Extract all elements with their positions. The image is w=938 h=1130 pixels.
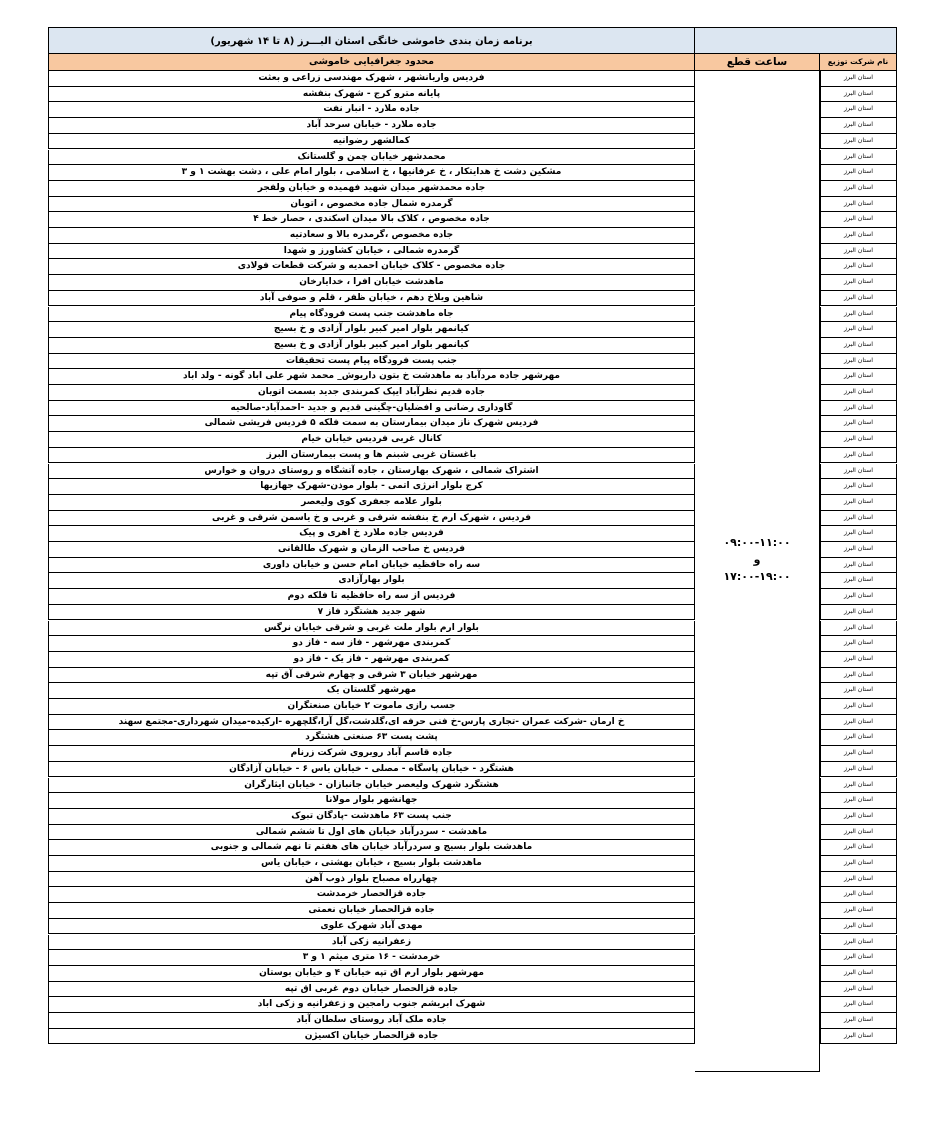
company-cell: استان البرز	[820, 636, 897, 652]
company-cell: استان البرز	[820, 354, 897, 370]
area-cell: مهدی آباد شهرک علوی	[48, 919, 695, 935]
area-cell: ماهدشت خیابان افرا ، خدایارخان	[48, 275, 695, 291]
area-cell: فردیس خ صاحب الزمان و شهرک طالقانی	[48, 542, 695, 558]
area-cell: جاده قزالحصار خیابان اکسیژن	[48, 1029, 695, 1045]
area-cell: گرمدره شمال جاده مخصوص ، اتوبان	[48, 197, 695, 213]
company-cell: استان البرز	[820, 1013, 897, 1029]
area-cell: کمربندی مهرشهر - فاز سه - فاز دو	[48, 636, 695, 652]
company-cell: استان البرز	[820, 605, 897, 621]
company-cell: استان البرز	[820, 793, 897, 809]
company-cell: استان البرز	[820, 322, 897, 338]
company-cell: استان البرز	[820, 809, 897, 825]
area-cell: کانال غربی فردیس خیابان خیام	[48, 432, 695, 448]
area-cell: چهارراه مصباح بلوار ذوب آهن	[48, 872, 695, 888]
area-cell: مهرشهر گلستان یک	[48, 683, 695, 699]
company-cell: استان البرز	[820, 71, 897, 87]
company-cell: استان البرز	[820, 150, 897, 166]
header-company: نام شرکت توزیع	[820, 54, 897, 71]
area-cell: کیانمهر بلوار امیر کبیر بلوار آزادی و خ بسیج	[48, 322, 695, 338]
company-cell: استان البرز	[820, 212, 897, 228]
company-cell: استان البرز	[820, 825, 897, 841]
area-cell: ماهدشت - سردرآباد خیابان های اول تا ششم شمالی	[48, 825, 695, 841]
company-cell: استان البرز	[820, 573, 897, 589]
area-cell: گاوداری رضانی و افضلیان-چگینی قدیم و جدید -احمدآباد-صالحیه	[48, 401, 695, 417]
area-cell: جاده مخصوص - کلاک خیابان احمدیه و شرکت قطعات فولادی	[48, 259, 695, 275]
company-cell: استان البرز	[820, 479, 897, 495]
area-cell: بلوار ارم بلوار ملت غربی و شرقی خیابان نرگس	[48, 621, 695, 637]
area-cell: مهرشهر خیابان ۳ شرقی و چهارم شرقی آق تپه	[48, 668, 695, 684]
company-cell: استان البرز	[820, 589, 897, 605]
title-blank-cell	[695, 27, 897, 54]
company-cell: استان البرز	[820, 699, 897, 715]
company-cell: استان البرز	[820, 87, 897, 103]
area-cell: فردیس ، شهرک ارم خ بنفشه شرقی و غربی و خ یاسمن شرقی و غربی	[48, 511, 695, 527]
area-cell: جاده ملارد - انبار نفت	[48, 102, 695, 118]
area-cell: سه راه حافظیه خیابان امام حسن و خیابان داوری	[48, 558, 695, 574]
area-cell: جاده قاسم آباد روبروی شرکت زرنام	[48, 746, 695, 762]
area-cell: کرج بلوار انرژی اتمی - بلوار موذن-شهرک جهازیها	[48, 479, 695, 495]
area-cell: جاده ملارد - خیابان سرحد آباد	[48, 118, 695, 134]
area-cell: جاده محمدشهر میدان شهید فهمیده و خیابان ولفجر	[48, 181, 695, 197]
company-cell: استان البرز	[820, 511, 897, 527]
company-cell: استان البرز	[820, 401, 897, 417]
company-cell: استان البرز	[820, 134, 897, 150]
company-cell: استان البرز	[820, 668, 897, 684]
company-cell: استان البرز	[820, 935, 897, 951]
company-cell: استان البرز	[820, 621, 897, 637]
area-cell: شاهین ویلاخ دهم ، خیابان ظفر ، قلم و صوفی آباد	[48, 291, 695, 307]
area-cell: شهر جدید هشتگرد فاز ۷	[48, 605, 695, 621]
table-title: برنامه زمان بندی خاموشی خانگی استان البـــرز (۸ تا ۱۴ شهریور)	[48, 27, 695, 54]
company-cell: استان البرز	[820, 652, 897, 668]
header-area: محدود جغرافیایی خاموشی	[48, 54, 695, 71]
company-cell: استان البرز	[820, 432, 897, 448]
area-cell: جاده قدیم نظرآباد ایپک کمربندی جدید بسمت اتوبان	[48, 385, 695, 401]
company-cell: استان البرز	[820, 778, 897, 794]
area-cell: کمالشهر رضوانیه	[48, 134, 695, 150]
area-cell: هشتگرد شهرک ولیعصر خیابان جانبازان - خیابان ایثارگران	[48, 778, 695, 794]
area-cell: فردیس شهرک ناز میدان بیمارستان به سمت فلکه ۵ فردیس فریشی شمالی	[48, 416, 695, 432]
time-slot-cell	[695, 71, 820, 1072]
area-cell: جاده قزالحصار خیابان دوم غربی اق تپه	[48, 982, 695, 998]
area-cell: محمدشهر خیابان چمن و گلستانک	[48, 150, 695, 166]
area-cell: جاده مخصوص ، کلاک بالا میدان اسکندی ، حصار خط ۴	[48, 212, 695, 228]
area-cell: بلوار بهارآزادی	[48, 573, 695, 589]
company-cell: استان البرز	[820, 118, 897, 134]
company-cell: استان البرز	[820, 416, 897, 432]
area-cell: جنب پست فرودگاه پیام پست تحقیقات	[48, 354, 695, 370]
area-cell: فردیس از سه راه حافظیه تا فلکه دوم	[48, 589, 695, 605]
area-cell: گرمدره شمالی ، خیابان کشاورز و شهدا	[48, 244, 695, 260]
company-cell: استان البرز	[820, 338, 897, 354]
header-time: ساعت قطع	[695, 54, 820, 71]
company-cell: استان البرز	[820, 495, 897, 511]
area-cell: باغستان غربی شبنم ها و پست بیمارستان البرز	[48, 448, 695, 464]
area-cell: فردیس جاده ملارد خ اهری و پیک	[48, 526, 695, 542]
area-cell: مشکین دشت خ هدایتکار ، خ عرفانیها ، خ اسلامی ، بلوار امام علی ، دشت بهشت ۱ و ۳	[48, 165, 695, 181]
company-cell: استان البرز	[820, 840, 897, 856]
company-cell: استان البرز	[820, 950, 897, 966]
company-cell: استان البرز	[820, 982, 897, 998]
area-cell: جاده قزالحصار خرمدشت	[48, 887, 695, 903]
company-cell: استان البرز	[820, 887, 897, 903]
area-cell: جنب پست ۶۳ ماهدشت -پادگان تبوک	[48, 809, 695, 825]
company-cell: استان البرز	[820, 872, 897, 888]
time-slot-line2: و	[753, 553, 761, 566]
company-cell: استان البرز	[820, 762, 897, 778]
area-cell: پشت پست ۶۳ صنعتی هشتگرد	[48, 730, 695, 746]
area-cell: هشتگرد - خیابان پاسگاه - مصلی - خیابان یاس ۶ - خیابان آزادگان	[48, 762, 695, 778]
area-cell: مهرشهر بلوار ارم اق تپه خیابان ۴ و خیابان بوستان	[48, 966, 695, 982]
company-cell: استان البرز	[820, 715, 897, 731]
area-cell: خرمدشت - ۱۶ متری میثم ۱ و ۳	[48, 950, 695, 966]
company-cell: استان البرز	[820, 181, 897, 197]
area-cell: جاده قزالحصار خیابان نعمتی	[48, 903, 695, 919]
time-slot-text	[695, 534, 819, 585]
company-cell: استان البرز	[820, 542, 897, 558]
company-cell: استان البرز	[820, 448, 897, 464]
time-slot-line1: ۰۹:۰۰-۱۱:۰۰	[723, 536, 791, 549]
area-cell: پایانه مترو کرج - شهرک بنفشه	[48, 87, 695, 103]
company-cell: استان البرز	[820, 683, 897, 699]
company-cell: استان البرز	[820, 526, 897, 542]
area-cell: جاه ماهدشت جنب پست فرودگاه پیام	[48, 307, 695, 323]
area-cell: جاده مخصوص ،گرمدره بالا و سعادتیه	[48, 228, 695, 244]
time-slot-line3: ۱۷:۰۰-۱۹:۰۰	[723, 570, 791, 583]
area-cell: بلوار علامه جعفری کوی ولیعصر	[48, 495, 695, 511]
company-cell: استان البرز	[820, 746, 897, 762]
company-cell: استان البرز	[820, 1029, 897, 1045]
company-cell: استان البرز	[820, 228, 897, 244]
company-cell: استان البرز	[820, 903, 897, 919]
company-cell: استان البرز	[820, 385, 897, 401]
company-cell: استان البرز	[820, 102, 897, 118]
company-cell: استان البرز	[820, 291, 897, 307]
company-cell: استان البرز	[820, 997, 897, 1013]
area-cell: جسب رازی ماموت ۲ خیابان صنعتگران	[48, 699, 695, 715]
area-cell: خ ارمان -شرکت عمران -تجاری پارس-خ فنی حرفه ای،گلدشت،گل آرا،گلچهره -ارکیده-میدان شهرداری-مجتمع سهند	[48, 715, 695, 731]
area-cell: مهرشهر جاده مردآباد به ماهدشت خ بتون داریوش_ محمد شهر علی اباد گونه - ولد اباد	[48, 369, 695, 385]
company-cell: استان البرز	[820, 244, 897, 260]
area-cell: زعفرانیه زکی آباد	[48, 935, 695, 951]
area-cell: فردیس واریانشهر ، شهرک مهندسی زراعی و بعثت	[48, 71, 695, 87]
company-cell: استان البرز	[820, 919, 897, 935]
company-cell: استان البرز	[820, 730, 897, 746]
company-cell: استان البرز	[820, 275, 897, 291]
company-cell: استان البرز	[820, 259, 897, 275]
area-cell: کیانمهر بلوار امیر کبیر بلوار آزادی و خ بسیج	[48, 338, 695, 354]
company-cell: استان البرز	[820, 856, 897, 872]
area-cell: شهرک ابریشم جنوب رامجین و زعفرانیه و زکی اباد	[48, 997, 695, 1013]
company-cell: استان البرز	[820, 966, 897, 982]
company-cell: استان البرز	[820, 307, 897, 323]
area-cell: کمربندی مهرشهر - فاز یک - فاز دو	[48, 652, 695, 668]
company-cell: استان البرز	[820, 197, 897, 213]
area-cell: اشتراک شمالی ، شهرک بهارستان ، جاده آتشگاه و روستای دروان و خوارس	[48, 464, 695, 480]
company-cell: استان البرز	[820, 165, 897, 181]
company-cell: استان البرز	[820, 369, 897, 385]
area-cell: جهانشهر بلوار مولانا	[48, 793, 695, 809]
area-cell: ماهدشت بلوار بسیج و سردرآباد خیابان های هفتم تا نهم شمالی و جنوبی	[48, 840, 695, 856]
company-cell: استان البرز	[820, 558, 897, 574]
company-cell: استان البرز	[820, 464, 897, 480]
area-cell: ماهدشت بلوار بسیج ، خیابان بهشتی ، خیابان یاس	[48, 856, 695, 872]
area-cell: جاده ملک آباد روستای سلطان آباد	[48, 1013, 695, 1029]
